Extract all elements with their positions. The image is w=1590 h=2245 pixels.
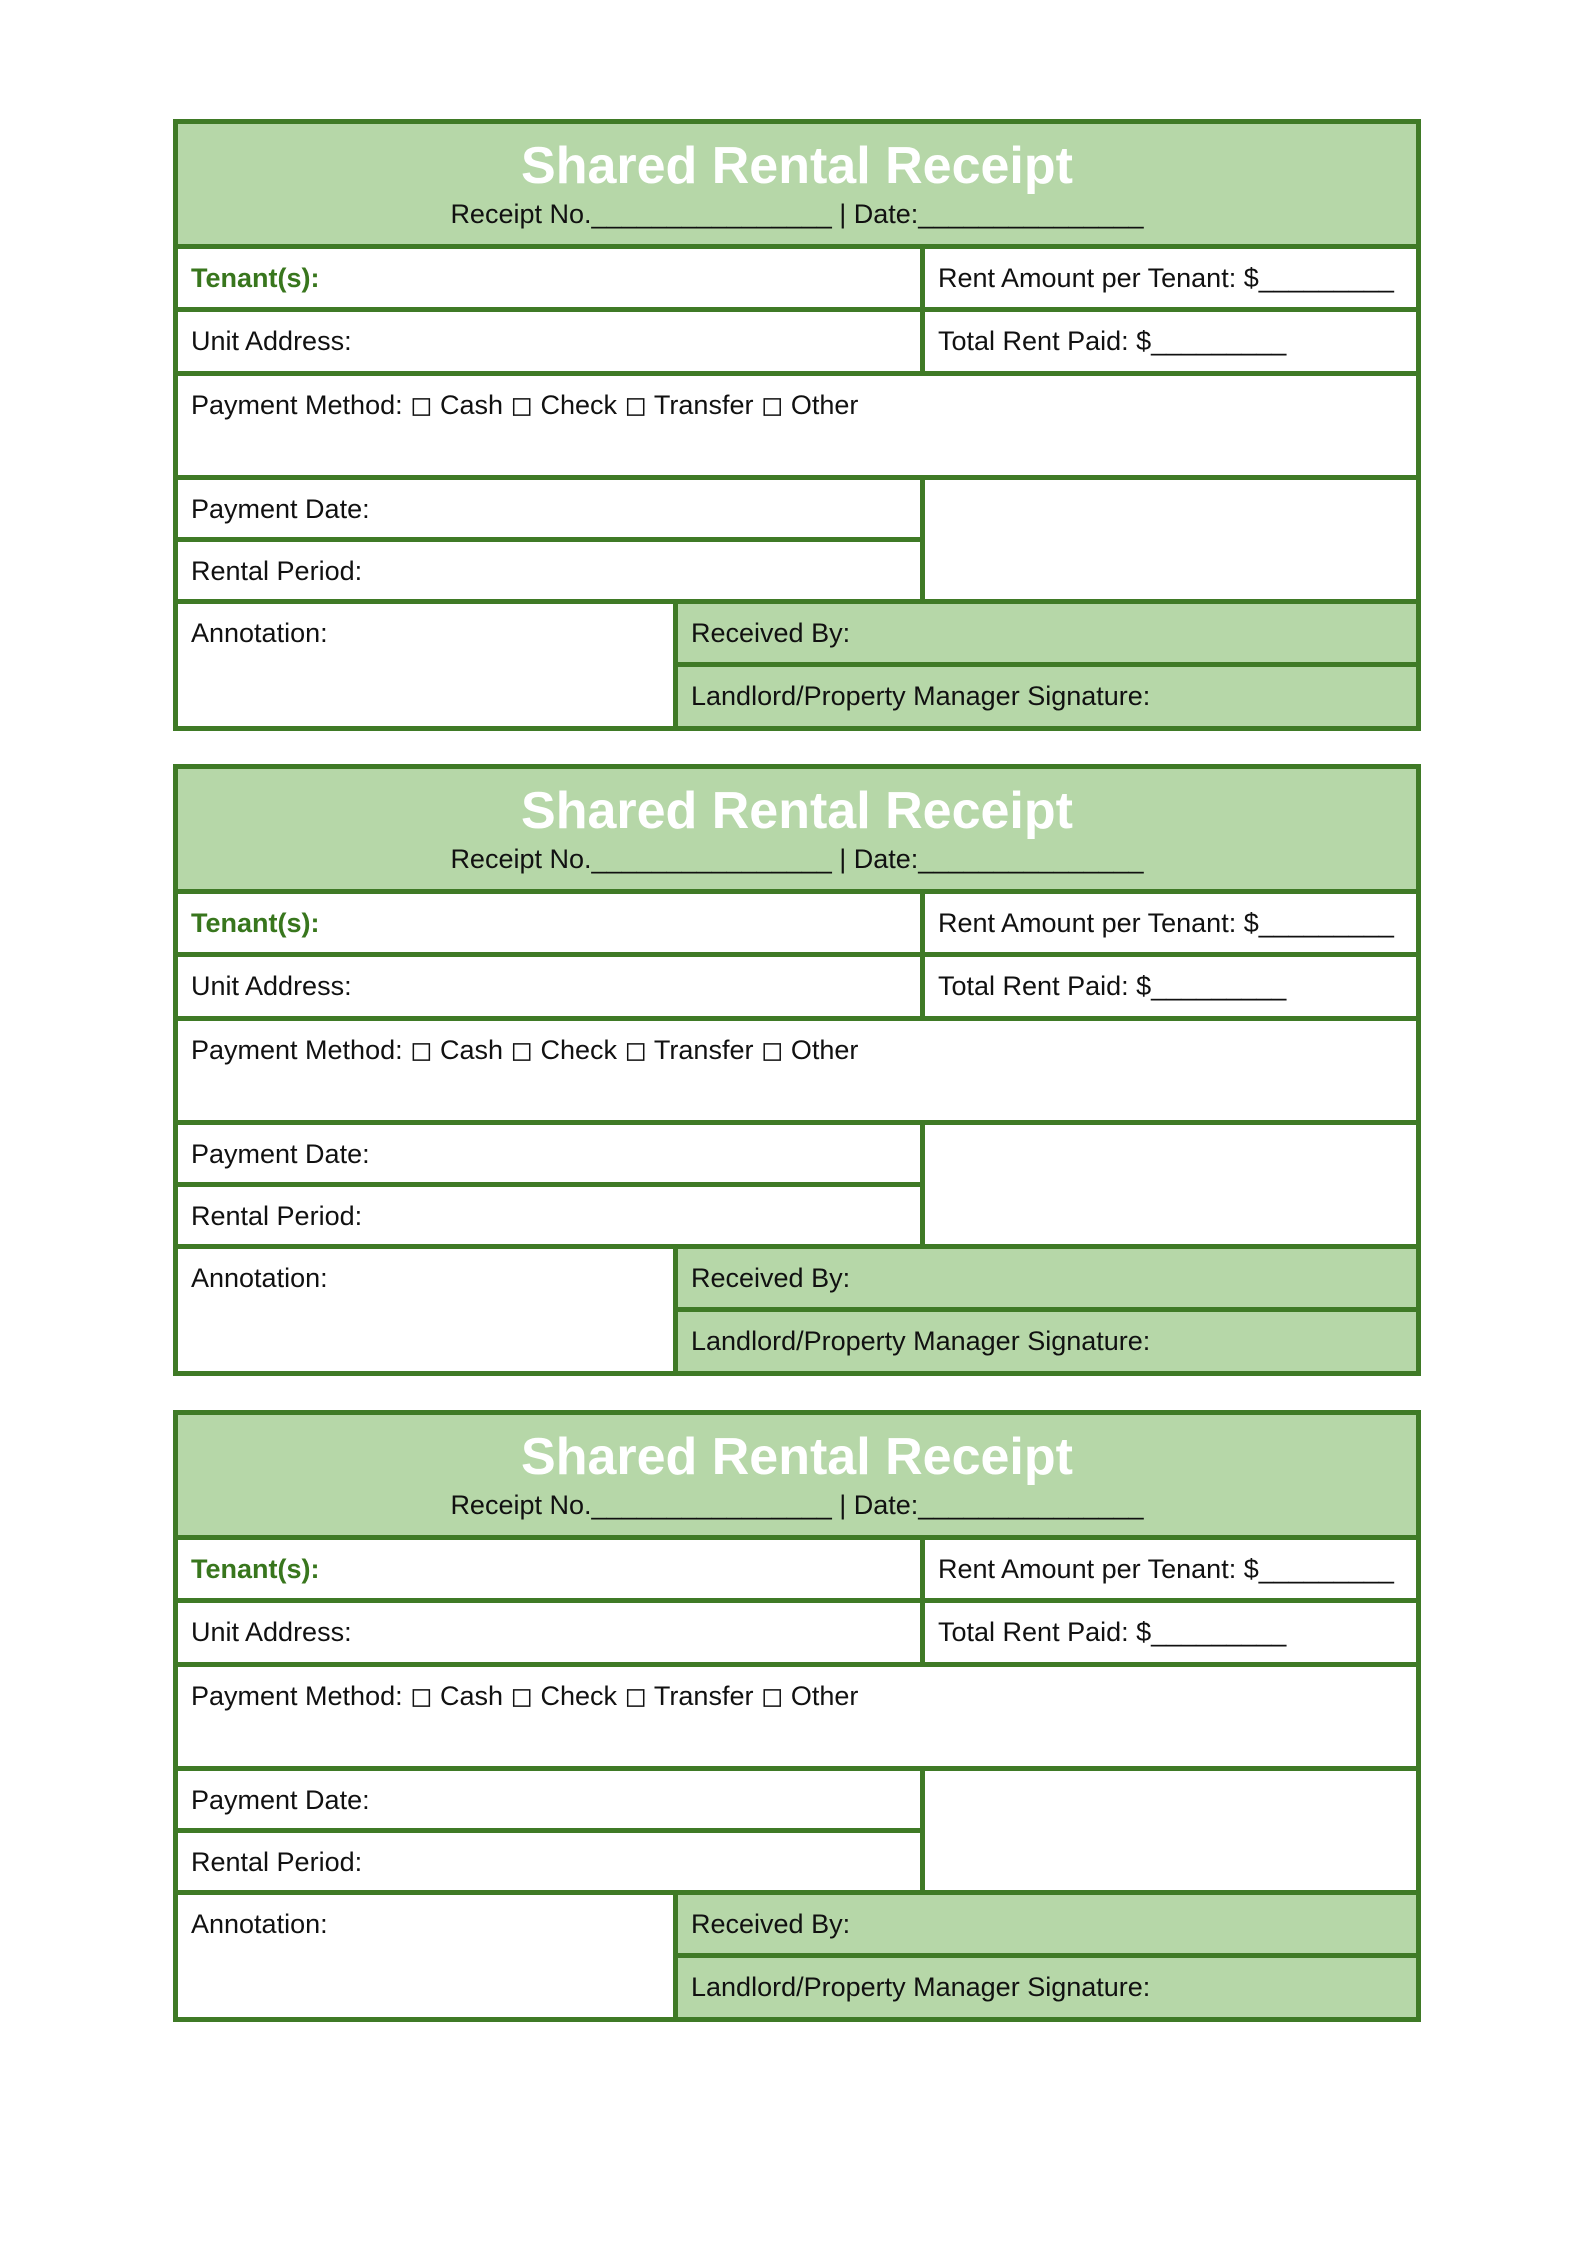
received-by-label: Received By: (691, 1263, 851, 1293)
unit-address-field[interactable] (178, 1603, 920, 1662)
payment-method-field[interactable] (178, 376, 1416, 475)
annotation-field[interactable] (178, 1895, 673, 2017)
receipt-card (173, 1410, 1421, 2022)
total-rent-label: Total Rent Paid: $_________ (938, 971, 1287, 1001)
signature-field[interactable] (678, 1312, 1416, 1371)
payment-date-label: Payment Date: (191, 1139, 370, 1169)
total-rent-field[interactable] (925, 312, 1416, 371)
signature-label: Landlord/Property Manager Signature: (691, 1972, 1151, 2002)
total-rent-field[interactable] (925, 957, 1416, 1016)
tenants-field[interactable] (178, 249, 920, 307)
received-by-label: Received By: (691, 618, 851, 648)
receipt-card (173, 119, 1421, 731)
tenants-field[interactable] (178, 894, 920, 952)
tenants-field[interactable] (178, 1540, 920, 1598)
receipt-header (178, 769, 1416, 889)
total-rent-label: Total Rent Paid: $_________ (938, 1617, 1287, 1647)
unit-address-label: Unit Address: (191, 1617, 352, 1647)
rent-per-tenant-field[interactable] (925, 1540, 1416, 1598)
payment-date-label: Payment Date: (191, 1785, 370, 1815)
rent-per-tenant-label: Rent Amount per Tenant: $_________ (938, 908, 1394, 938)
annotation-field[interactable] (178, 1249, 673, 1371)
receipt-number-date-line: Receipt No.________________ | Date:_______________ (450, 199, 1144, 229)
rental-period-field[interactable] (178, 1833, 920, 1890)
total-rent-field[interactable] (925, 1603, 1416, 1662)
payment-method-label: Payment Method: ◻ Cash ◻ Check ◻ Transfer ◻ Other (191, 390, 859, 420)
receipt-number-date-line: Receipt No.________________ | Date:_______________ (450, 1490, 1144, 1520)
tenants-label: Tenant(s): (191, 908, 320, 938)
payment-method-label: Payment Method: ◻ Cash ◻ Check ◻ Transfer ◻ Other (191, 1681, 859, 1711)
annotation-label: Annotation: (191, 1263, 328, 1293)
rental-period-field[interactable] (178, 1187, 920, 1244)
unit-address-field[interactable] (178, 312, 920, 371)
rent-per-tenant-field[interactable] (925, 894, 1416, 952)
rental-period-field[interactable] (178, 542, 920, 599)
blank-field[interactable] (925, 480, 1416, 599)
unit-address-field[interactable] (178, 957, 920, 1016)
receipt-header (178, 124, 1416, 244)
received-by-field[interactable] (678, 1249, 1416, 1307)
rent-per-tenant-label: Rent Amount per Tenant: $_________ (938, 1554, 1394, 1584)
tenants-label: Tenant(s): (191, 1554, 320, 1584)
payment-date-label: Payment Date: (191, 494, 370, 524)
blank-field[interactable] (925, 1125, 1416, 1244)
received-by-field[interactable] (678, 604, 1416, 662)
rental-period-label: Rental Period: (191, 556, 363, 586)
tenants-label: Tenant(s): (191, 263, 320, 293)
receipt-title: Shared Rental Receipt (521, 1428, 1073, 1486)
payment-method-field[interactable] (178, 1021, 1416, 1120)
unit-address-label: Unit Address: (191, 326, 352, 356)
annotation-label: Annotation: (191, 1909, 328, 1939)
receipt-number-date-line: Receipt No.________________ | Date:_______________ (450, 844, 1144, 874)
rent-per-tenant-label: Rent Amount per Tenant: $_________ (938, 263, 1394, 293)
receipt-card (173, 764, 1421, 1376)
payment-date-field[interactable] (178, 480, 920, 537)
payment-method-label: Payment Method: ◻ Cash ◻ Check ◻ Transfer ◻ Other (191, 1035, 859, 1065)
signature-field[interactable] (678, 1958, 1416, 2017)
payment-method-field[interactable] (178, 1667, 1416, 1766)
signature-label: Landlord/Property Manager Signature: (691, 1326, 1151, 1356)
rental-period-label: Rental Period: (191, 1847, 363, 1877)
rent-per-tenant-field[interactable] (925, 249, 1416, 307)
payment-date-field[interactable] (178, 1125, 920, 1182)
signature-field[interactable] (678, 667, 1416, 726)
received-by-field[interactable] (678, 1895, 1416, 1953)
annotation-field[interactable] (178, 604, 673, 726)
unit-address-label: Unit Address: (191, 971, 352, 1001)
receipt-title: Shared Rental Receipt (521, 782, 1073, 840)
signature-label: Landlord/Property Manager Signature: (691, 681, 1151, 711)
total-rent-label: Total Rent Paid: $_________ (938, 326, 1287, 356)
rental-period-label: Rental Period: (191, 1201, 363, 1231)
annotation-label: Annotation: (191, 618, 328, 648)
receipt-header (178, 1415, 1416, 1535)
receipt-title: Shared Rental Receipt (521, 137, 1073, 195)
blank-field[interactable] (925, 1771, 1416, 1890)
payment-date-field[interactable] (178, 1771, 920, 1828)
received-by-label: Received By: (691, 1909, 851, 1939)
